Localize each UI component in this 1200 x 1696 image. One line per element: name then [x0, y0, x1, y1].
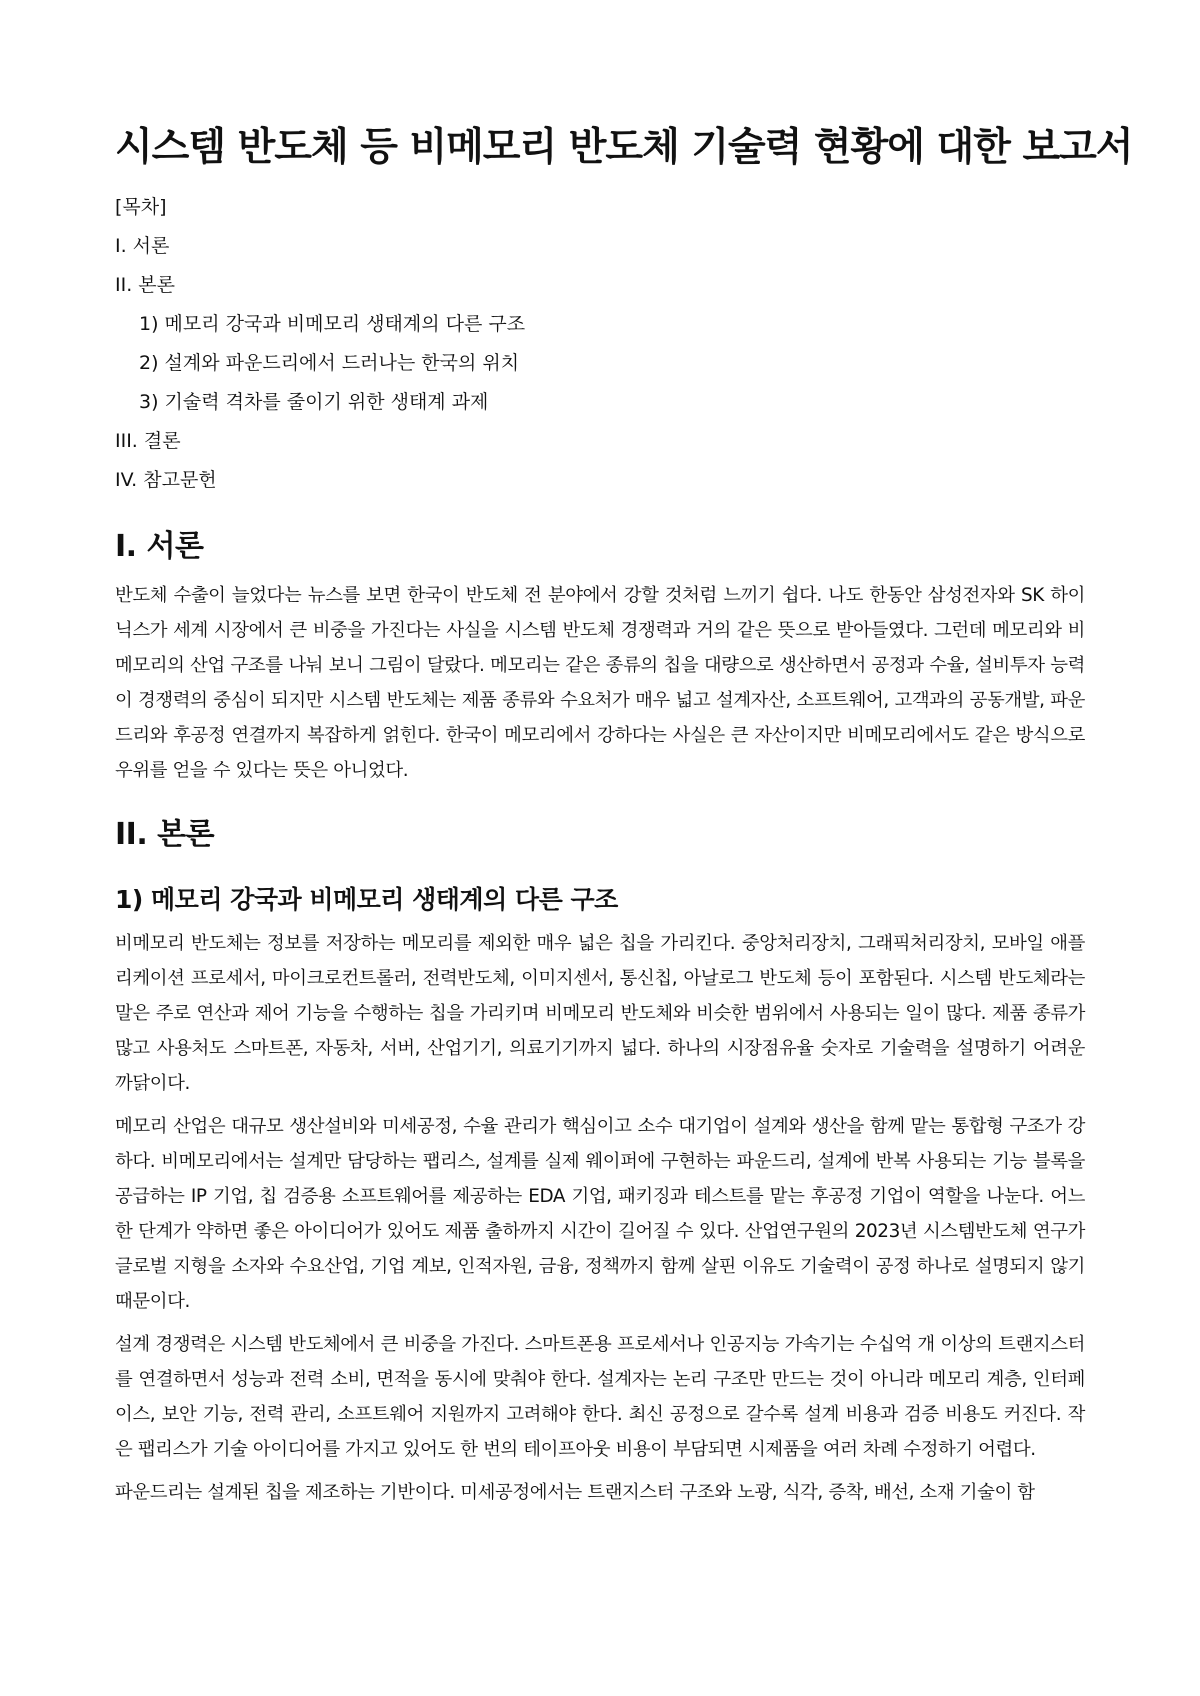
toc-item-body-1: 1) 메모리 강국과 비메모리 생태계의 다른 구조	[139, 313, 526, 335]
document-page	[115, 0, 1133, 1518]
body-paragraph-3: 설계 경쟁력은 시스템 반도체에서 큰 비중을 가진다. 스마트폰용 프로세서나 인공지능 가속기는 수십억 개 이상의 트랜지스터를 연결하면서 성능과 전력 소비, 면적을 동시에 맞춰야 한다. 설계자는 논리 구조만 만드는 것이 아니라 메모리 계층, 인터페이스, 보안 기능, 전력 관리, 소프트웨어 지원까지 고려해야 한다. 최신 공정으로 갈수록 설계 비용과 검증 비용도 커진다. 작은 팹리스가 기술 아이디어를 가지고 있어도 한 번의 테이프아웃 비용이 부담되면 시제품을 여러 차례 수정하기 어렵다.	[115, 1334, 1085, 1460]
toc-item-conclusion: III. 결론	[115, 430, 181, 452]
subsection-heading-1: 1) 메모리 강국과 비메모리 생태계의 다른 구조	[115, 885, 618, 914]
body-paragraph-2: 메모리 산업은 대규모 생산설비와 미세공정, 수율 관리가 핵심이고 소수 대기업이 설계와 생산을 함께 맡는 통합형 구조가 강하다. 비메모리에서는 설계만 담당하는 팹리스, 설계를 실제 웨이퍼에 구현하는 파운드리, 설계에 반복 사용되는 기능 블록을 공급하는 IP 기업, 칩 검증용 소프트웨어를 제공하는 EDA 기업, 패키징과 테스트를 맡는 후공정 기업이 역할을 나눈다. 어느 한 단계가 약하면 좋은 아이디어가 있어도 제품 출하까지 시간이 길어질 수 있다. 산업연구원의 2023년 시스템반도체 연구가 글로벌 지형을 소자와 수요산업, 기업 계보, 인적자원, 금융, 정책까지 함께 살핀 이유도 기술력이 공정 하나로 설명되지 않기 때문이다.	[115, 1116, 1085, 1312]
document-title: 시스템 반도체 등 비메모리 반도체 기술력 현황에 대한 보고서	[115, 125, 1133, 170]
section-heading-body: II. 본론	[115, 817, 215, 852]
toc-item-references: IV. 참고문헌	[115, 469, 217, 491]
intro-paragraph: 반도체 수출이 늘었다는 뉴스를 보면 한국이 반도체 전 분야에서 강할 것처럼 느끼기 쉽다. 나도 한동안 삼성전자와 SK 하이닉스가 세계 시장에서 큰 비중을 가진다는 사실을 시스템 반도체 경쟁력과 거의 같은 뜻으로 받아들였다. 그런데 메모리와 비메모리의 산업 구조를 나눠 보니 그림이 달랐다. 메모리는 같은 종류의 칩을 대량으로 생산하면서 공정과 수율, 설비투자 능력이 경쟁력의 중심이 되지만 시스템 반도체는 제품 종류와 수요처가 매우 넓고 설계자산, 소프트웨어, 고객과의 공동개발, 파운드리와 후공정 연결까지 복잡하게 얽힌다. 한국이 메모리에서 강하다는 사실은 큰 자산이지만 비메모리에서도 같은 방식으로 우위를 얻을 수 있다는 뜻은 아니었다.	[115, 585, 1085, 781]
table-of-contents	[115, 188, 1085, 500]
toc-item-body-3: 3) 기술력 격차를 줄이기 위한 생태계 과제	[139, 391, 489, 413]
body-paragraph-4: 파운드리는 설계된 칩을 제조하는 기반이다. 미세공정에서는 트랜지스터 구조와 노광, 식각, 증착, 배선, 소재 기술이 함	[115, 1482, 1035, 1503]
toc-heading: [목차]	[115, 196, 167, 218]
body-paragraph-1: 비메모리 반도체는 정보를 저장하는 메모리를 제외한 매우 넓은 칩을 가리킨다. 중앙처리장치, 그래픽처리장치, 모바일 애플리케이션 프로세서, 마이크로컨트롤러, 전력반도체, 이미지센서, 통신칩, 아날로그 반도체 등이 포함된다. 시스템 반도체라는 말은 주로 연산과 제어 기능을 수행하는 칩을 가리키며 비메모리 반도체와 비슷한 범위에서 사용되는 일이 많다. 제품 종류가 많고 사용처도 스마트폰, 자동차, 서버, 산업기기, 의료기기까지 넓다. 하나의 시장점유율 숫자로 기술력을 설명하기 어려운 까닭이다.	[115, 933, 1085, 1094]
toc-item-body-2: 2) 설계와 파운드리에서 드러나는 한국의 위치	[139, 352, 520, 374]
section-heading-intro: I. 서론	[115, 529, 204, 564]
toc-item-body: II. 본론	[115, 274, 175, 296]
toc-item-intro: I. 서론	[115, 235, 170, 257]
